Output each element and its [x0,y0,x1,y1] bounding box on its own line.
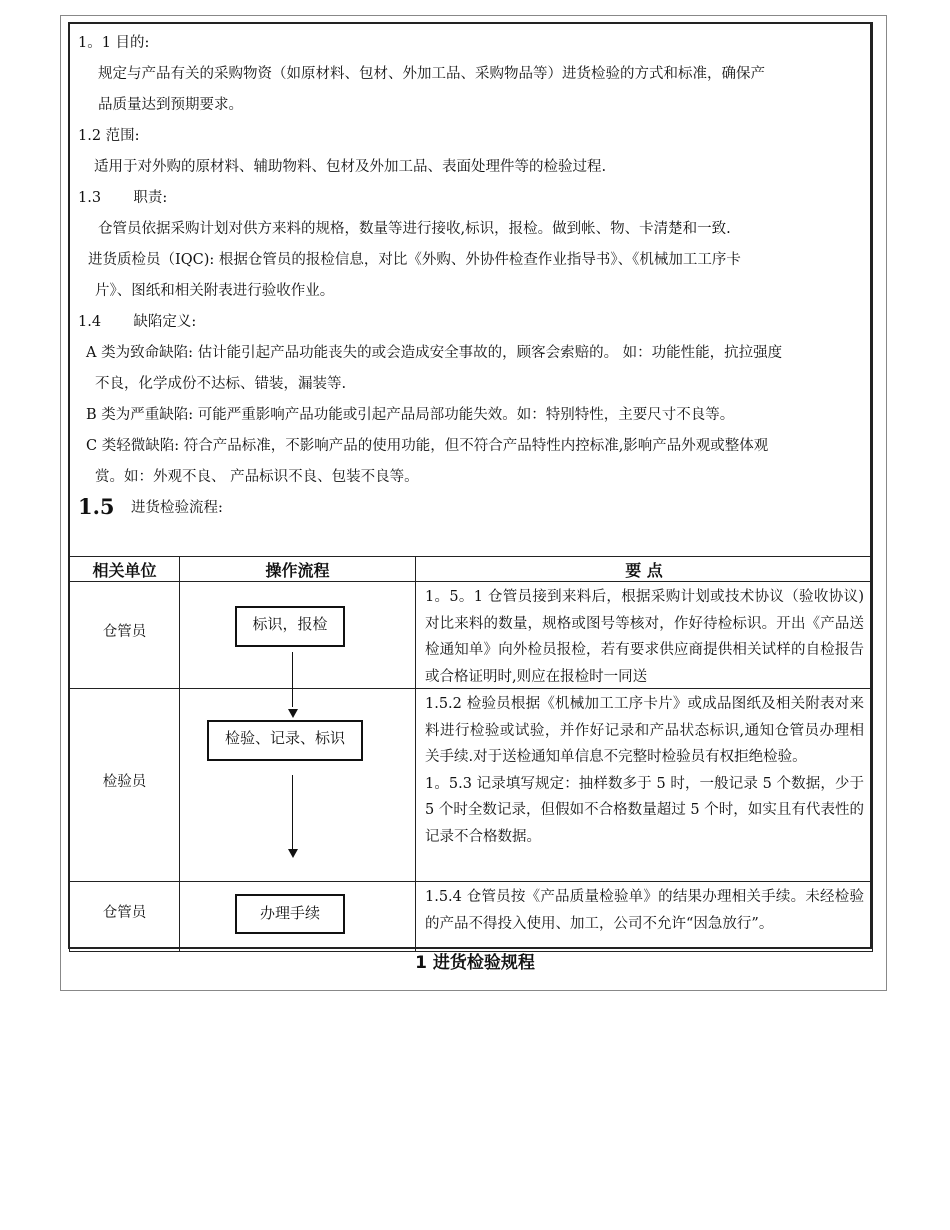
table-row [70,689,873,882]
section-1-3-body-line3: 片》、图纸和相关附表进行验收作业。 [95,283,335,299]
inspection-flow-table [69,556,873,952]
point-text: 1.5.4 仓管员按《产品质量检验单》的结果办理相关手续。未经检验的产品不得投入使用、加工，公司不允许“因急放行”。 [425,889,864,932]
step-box-handle-procedures: 办理手续 [235,894,345,934]
point-text: 1。5。1 仓管员接到来料后，根据采购计划或技术协议（验收协议)对比来料的数量，规格或图号等核对，作好待检标识。开出《产品送检通知单》向外检员报检，若有要求供应商提供相关试样的自检报告或合格证明时,则应在报检时一同送 [425,589,864,685]
arrow-down-icon [288,709,298,718]
section-1-2-body: 适用于对外购的原材料、辅助物料、包材及外加工品、表面处理件等的检验过程. [94,159,607,175]
defect-class-a-line2: 不良，化学成份不达标、错装，漏装等. [95,376,347,392]
section-1-5-label: 进货检验流程: [131,500,223,516]
flow-connector [292,689,293,707]
unit-cell [70,582,180,689]
process-cell [180,882,416,952]
points-cell [416,882,873,952]
header-process: 操作流程 [180,557,416,582]
unit-label: 仓管员 [102,624,147,640]
flow-connector [292,652,293,692]
section-1-1-body-line1: 规定与产品有关的采购物资（如原材料、包材、外加工品、采购物品等）进货检验的方式和标准，确保产 [98,66,765,82]
table-row [70,582,873,689]
table-header-row [70,557,873,582]
points-cell [416,582,873,689]
defect-class-b: B 类为严重缺陷: 可能严重影响产品功能或引起产品局部功能失效。如：特别特性，主要尺寸不良等。 [86,407,735,423]
unit-cell [70,689,180,882]
defect-class-c-line1: C 类轻微缺陷: 符合产品标准，不影响产品的使用功能，但不符合产品特性内控标准,影响产品外观或整体观 [86,438,769,454]
defect-class-a-line1: A 类为致命缺陷: 估计能引起产品功能丧失的或会造成安全事故的，顾客会索赔的。 如：功能性能，抗拉强度 [86,345,783,361]
document-caption: 1 进货检验规程 [415,953,535,973]
section-1-5-number: 1.5 [78,494,115,519]
section-1-4-heading: 1.4 缺陷定义: [78,314,197,330]
point-text-record-rule: 1。5.3 记录填写规定：抽样数多于 5 时，一般记录 5 个数据，少于 5 个时全数记录，但假如不合格数量超过 5 个时，如实且有代表性的记录不合格数据。 [425,775,864,845]
section-1-3-body-line1: 仓管员依据采购计划对供方来料的规格，数量等进行接收,标识，报检。做到帐、物、卡清楚和一致. [98,221,731,237]
section-1-1-heading: 1。1 目的: [78,35,150,51]
section-1-3-heading: 1.3 职责: [78,190,168,206]
header-unit: 相关单位 [70,557,180,582]
point-text: 1.5.2 检验员根据《机械加工工序卡片》或成品图纸及相关附表对来料进行检验或试验，并作好记录和产品状态标识,通知仓管员办理相关手续.对于送检通知单信息不完整时检验员有权拒绝检验。 [425,696,864,765]
header-points: 要 点 [416,557,873,582]
table-row [70,882,873,952]
process-cell [180,689,416,882]
arrow-down-icon [288,849,298,858]
section-1-3-body-line2: 进货质检员（IQC): 根据仓管员的报检信息，对比《外购、外协件检查作业指导书》、《机械加工工序卡 [88,252,741,268]
section-1-2-heading: 1.2 范围: [78,128,140,144]
section-1-1-body-line2: 品质量达到预期要求。 [98,97,243,113]
process-cell [180,582,416,689]
unit-label: 仓管员 [102,905,147,921]
defect-class-c-line2: 赏。如：外观不良、 产品标识不良、包装不良等。 [95,469,419,485]
step-box-inspect-record: 检验、记录、标识 [207,720,363,761]
points-cell [416,689,873,882]
unit-cell [70,882,180,952]
unit-label: 检验员 [102,774,147,790]
flow-connector [292,775,293,849]
step-box-label-report: 标识，报检 [235,606,345,647]
